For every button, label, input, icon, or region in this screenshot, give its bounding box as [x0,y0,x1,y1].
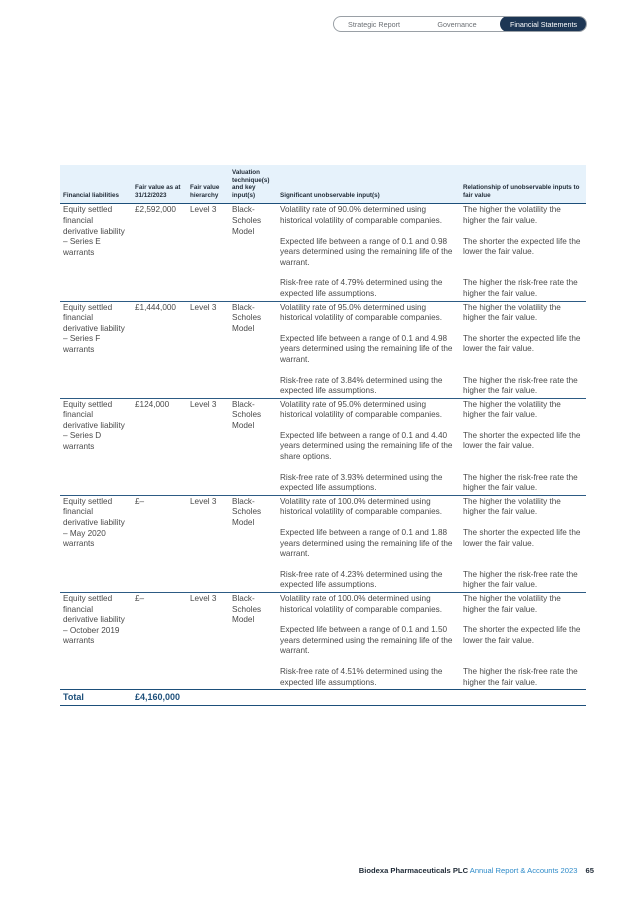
table-row [60,593,586,617]
hierarchy-cell: Level 3 [187,495,229,592]
liability-cell: Equity settled financial derivative liability – May 2020 warrants [60,495,132,592]
page-footer [359,866,594,875]
hierarchy-cell: Level 3 [187,204,229,301]
total-row [60,690,586,706]
unobservable-input-cell: Risk-free rate of 4.51% determined using the expected life assumptions. [280,666,443,687]
liability-cell: Equity settled financial derivative liability – Series F warrants [60,301,132,398]
unobservable-input-cell: Volatility rate of 95.0% determined using historical volatility of comparable companies. [277,301,460,325]
unobservable-input-cell: Risk-free rate of 4.79% determined using the expected life assumptions. [280,278,443,298]
technique-cell: Black-Scholes Model [229,495,277,592]
footer-company: Biodexa Pharmaceuticals PLC [358,866,469,875]
fair-value-cell: £1,444,000 [132,301,187,398]
fair-value-cell: £– [132,495,187,592]
relationship-cell: The shorter the expected life the lower the fair value. [463,236,581,257]
hierarchy-cell: Level 3 [187,301,229,398]
table-row [60,204,586,228]
table-row [60,495,586,519]
tab-governance[interactable]: Governance [437,19,477,29]
unobservable-input-cell: Volatility rate of 90.0% determined using historical volatility of comparable companies. [277,204,460,228]
liability-cell: Equity settled financial derivative liability – October 2019 warrants [60,593,132,690]
relationship-cell: The higher the volatility the higher the fair value. [460,204,586,228]
table-row [60,398,586,422]
section-nav [333,16,587,32]
header-unobservable-inputs: Significant unobservable input(s) [277,165,460,204]
unobservable-input-cell: Volatility rate of 95.0% determined using historical volatility of comparable companies. [277,398,460,422]
relationship-cell: The higher the volatility the higher the fair value. [460,495,586,519]
relationship-cell: The shorter the expected life the lower the fair value. [463,528,581,548]
relationship-cell: The shorter the expected life the lower the fair value. [463,625,581,645]
unobservable-input-cell: Risk-free rate of 3.84% determined using the expected life assumptions. [280,375,443,396]
technique-cell: Black-Scholes Model [229,301,277,398]
technique-cell: Black-Scholes Model [229,204,277,301]
hierarchy-cell: Level 3 [187,398,229,495]
page-number: 65 [585,866,594,875]
table-row [60,301,586,325]
liability-cell: Equity settled financial derivative liability – Series E warrants [60,204,132,301]
fair-value-cell: £124,000 [132,398,187,495]
header-financial-liabilities: Financial liabilities [60,165,132,204]
fair-value-cell: £2,592,000 [132,204,187,301]
technique-cell: Black-Scholes Model [229,593,277,690]
unobservable-input-cell: Risk-free rate of 4.23% determined using the expected life assumptions. [280,569,443,590]
unobservable-input-cell: Risk-free rate of 3.93% determined using the expected life assumptions. [280,472,443,493]
header-fair-value: Fair value as at 31/12/2023 [132,165,187,204]
unobservable-input-cell: Expected life between a range of 0.1 and 4.40 years determined using the remaining life of the share options. [280,430,453,462]
relationship-cell: The higher the risk-free rate the higher the fair value. [463,666,578,687]
header-valuation-technique: Valuation technique(s) and key input(s) [229,165,277,204]
unobservable-input-cell: Volatility rate of 100.0% determined using historical volatility of comparable companies. [277,495,460,519]
unobservable-input-cell: Expected life between a range of 0.1 and 1.88 years determined using the remaining life of the warrant. [280,528,453,559]
table-header-row [60,165,586,204]
tab-strategic-report[interactable]: Strategic Report [348,19,400,29]
relationship-cell: The shorter the expected life the lower the fair value. [463,333,581,354]
unobservable-input-cell: Expected life between a range of 0.1 and 0.98 years determined using the remaining life of the warrant. [280,236,453,267]
fair-value-table [60,165,586,706]
relationship-cell: The higher the risk-free rate the higher the fair value. [463,375,578,396]
total-value: £4,160,000 [132,690,586,706]
relationship-cell: The higher the risk-free rate the higher the fair value. [463,569,578,590]
liability-cell: Equity settled financial derivative liability – Series D warrants [60,398,132,495]
technique-cell: Black-Scholes Model [229,398,277,495]
relationship-cell: The shorter the expected life the lower the fair value. [463,430,581,451]
relationship-cell: The higher the risk-free rate the higher the fair value. [463,472,578,493]
fair-value-cell: £– [132,593,187,690]
tab-financial-statements[interactable]: Financial Statements [500,16,587,32]
unobservable-input-cell: Expected life between a range of 0.1 and 1.50 years determined using the remaining life of the warrant. [280,625,453,656]
relationship-cell: The higher the volatility the higher the fair value. [460,593,586,617]
unobservable-input-cell: Volatility rate of 100.0% determined using historical volatility of comparable companies. [277,593,460,617]
hierarchy-cell: Level 3 [187,593,229,690]
header-fair-value-hierarchy: Fair value hierarchy [187,165,229,204]
relationship-cell: The higher the risk-free rate the higher the fair value. [463,278,578,298]
header-relationship: Relationship of unobservable inputs to fair value [460,165,586,204]
footer-report: Annual Report & Accounts 2023 [469,866,578,875]
total-label: Total [60,690,132,706]
unobservable-input-cell: Expected life between a range of 0.1 and 4.98 years determined using the remaining life of the warrant. [280,333,453,364]
relationship-cell: The higher the volatility the higher the fair value. [460,301,586,325]
relationship-cell: The higher the volatility the higher the fair value. [460,398,586,422]
